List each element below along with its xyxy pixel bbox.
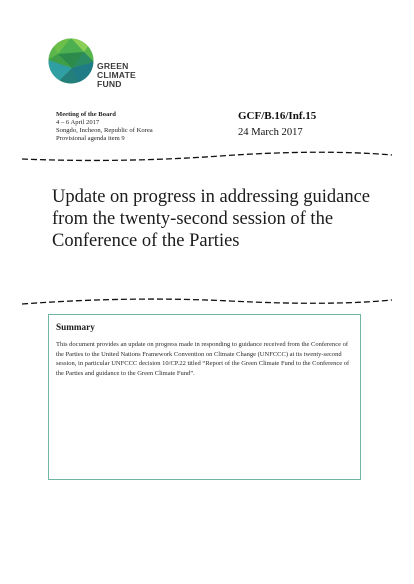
meeting-info	[56, 111, 153, 143]
wave-divider-top	[20, 148, 394, 164]
document-title: Update on progress in addressing guidance from the twenty-second session of the Conference of the Parties	[52, 187, 371, 251]
meeting-dates: 4 – 6 April 2017	[56, 119, 100, 126]
summary-heading: Summary	[56, 322, 95, 332]
meeting-title: Meeting of the Board	[56, 111, 116, 118]
summary-text: This document provides an update on progress made in responding to guidance received from the Conference of the Parties to the United Nations Framework Convention on Climate Change (UNFCCC) at its twenty-second session, in particular UNFCCC decision 10/CP.22 titled “Report of the Green Climate Fund to the Conference of the Parties and guidance to the Green Climate Fund”.	[56, 341, 350, 377]
logo-line-1: GREEN	[97, 61, 129, 71]
document-reference	[238, 110, 316, 139]
organization-logo	[48, 38, 178, 94]
summary-box	[48, 314, 361, 480]
document-number: GCF/B.16/Inf.15	[238, 110, 317, 122]
document-date: 24 March 2017	[238, 127, 303, 138]
meeting-location: Songdo, Incheon, Republic of Korea	[56, 127, 153, 134]
wave-divider-bottom	[20, 294, 394, 310]
logo-line-2: CLIMATE	[97, 70, 136, 81]
green-climate-fund-globe-icon	[48, 38, 94, 84]
logo-wordmark	[97, 62, 136, 90]
logo-line-3: FUND	[97, 79, 122, 90]
agenda-item: Provisional agenda item 9	[56, 135, 125, 142]
